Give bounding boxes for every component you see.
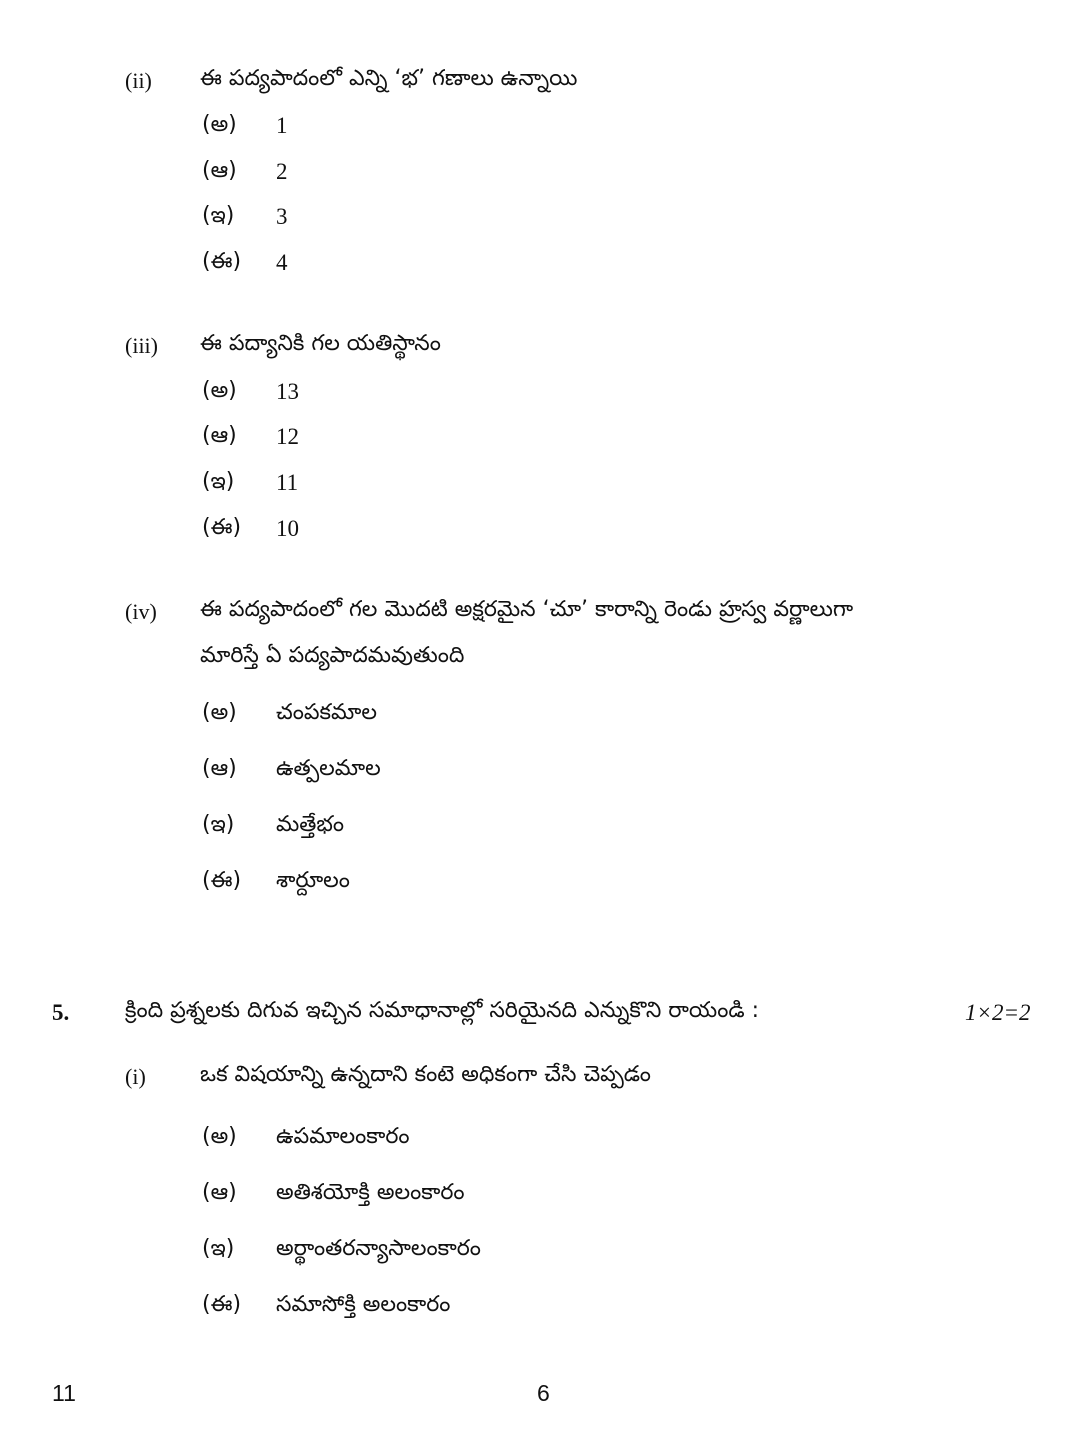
option-value: శార్దూలం bbox=[276, 868, 350, 893]
q4-part-iii-text: ఈ పద్యానికి గల యతిస్థానం bbox=[200, 331, 441, 356]
question-5-number: 5. bbox=[52, 1000, 70, 1025]
q5-part-i-text: ఒక విషయాన్ని ఉన్నదాని కంటె అధికంగా చేసి చెప్పడం bbox=[200, 1062, 651, 1087]
option-value: ఉపమాలంకారం bbox=[276, 1124, 410, 1149]
option-label: (అ) bbox=[202, 700, 237, 725]
option-value: 3 bbox=[276, 204, 288, 229]
option-value: 1 bbox=[276, 113, 288, 138]
option-value: 13 bbox=[276, 379, 299, 404]
q4-part-iv-text-line2: మారిస్తే ఏ పద్యపాదమవుతుంది bbox=[200, 643, 465, 668]
option-label: (ఈ) bbox=[202, 515, 242, 540]
option-label: (ఈ) bbox=[202, 868, 242, 893]
question-5-marks: 1×2=2 bbox=[965, 1000, 1031, 1025]
option-label: (ఇ) bbox=[202, 203, 235, 228]
q4-part-iv-number: (iv) bbox=[125, 599, 157, 624]
option-value: సమాసోక్తి అలంకారం bbox=[276, 1292, 451, 1317]
option-label: (ఇ) bbox=[202, 469, 235, 494]
option-value: అతిశయోక్తి అలంకారం bbox=[276, 1180, 465, 1205]
page-number: 6 bbox=[537, 1380, 550, 1406]
option-value: 4 bbox=[276, 250, 288, 275]
q4-part-iv-text-line1: ఈ పద్యపాదంలో గల మొదటి అక్షరమైన ‘చూ’ కారాన్ని రెండు హ్రస్వ వర్ణాలుగా bbox=[200, 597, 854, 622]
option-label: (ఆ) bbox=[202, 756, 237, 781]
option-label: (ఈ) bbox=[202, 1292, 242, 1317]
option-label: (ఆ) bbox=[202, 1180, 237, 1205]
option-value: చంపకమాల bbox=[276, 700, 377, 725]
option-value: ఉత్పలమాల bbox=[276, 756, 381, 781]
option-label: (అ) bbox=[202, 1124, 237, 1149]
option-value: మత్తేభం bbox=[276, 812, 345, 837]
option-label: (ఈ) bbox=[202, 249, 242, 274]
q4-part-iii-number: (iii) bbox=[125, 333, 158, 358]
option-label: (అ) bbox=[202, 378, 237, 403]
option-label: (ఇ) bbox=[202, 1236, 235, 1261]
question-5-instruction: క్రింది ప్రశ్నలకు దిగువ ఇచ్చిన సమాధానాల్లో సరియైనది ఎన్నుకొని రాయండి : bbox=[125, 998, 760, 1023]
option-label: (ఆ) bbox=[202, 423, 237, 448]
footer-code: 11 bbox=[52, 1380, 76, 1406]
option-value: 11 bbox=[276, 470, 299, 495]
option-value: 12 bbox=[276, 424, 299, 449]
option-label: (ఇ) bbox=[202, 812, 235, 837]
q4-part-ii-text: ఈ పద్యపాదంలో ఎన్ని ‘భ’ గణాలు ఉన్నాయి bbox=[200, 66, 578, 91]
option-value: అర్థాంతరన్యాసాలంకారం bbox=[276, 1236, 481, 1261]
q5-part-i-number: (i) bbox=[125, 1064, 146, 1089]
option-value: 10 bbox=[276, 516, 299, 541]
option-label: (ఆ) bbox=[202, 158, 237, 183]
option-value: 2 bbox=[276, 159, 288, 184]
option-label: (అ) bbox=[202, 112, 237, 137]
q4-part-ii-number: (ii) bbox=[125, 68, 152, 93]
